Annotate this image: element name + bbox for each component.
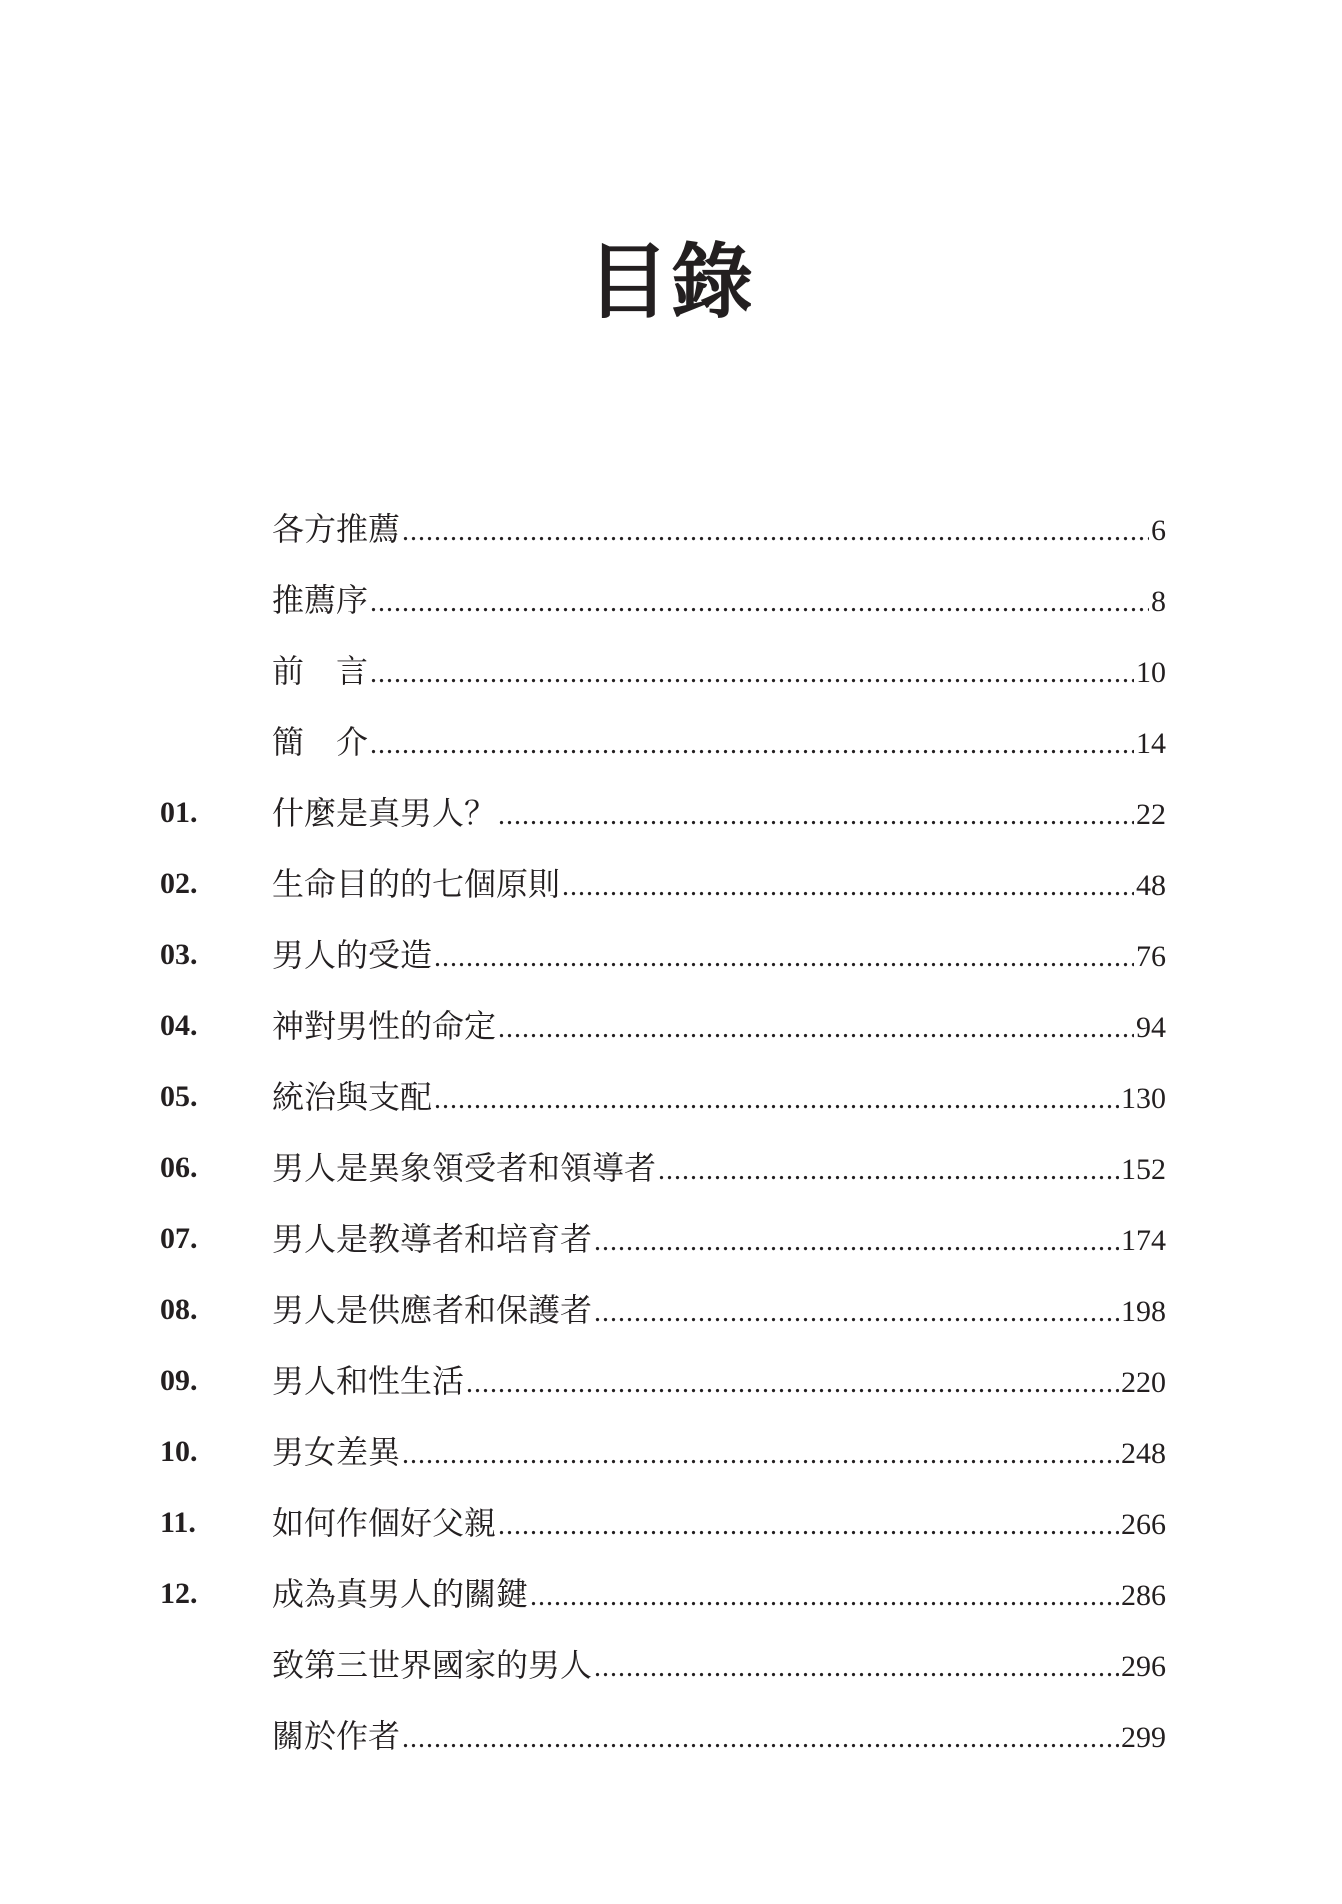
dot-leader	[498, 1007, 1134, 1051]
page-number: 299	[1121, 1721, 1166, 1754]
page-number: 76	[1136, 940, 1166, 973]
page-number: 296	[1121, 1650, 1166, 1683]
entry-title: 男人是供應者和保護者	[272, 1291, 593, 1329]
dot-leader	[402, 510, 1149, 554]
dot-leader	[434, 1078, 1119, 1122]
dot-leader	[370, 723, 1134, 767]
entry-title: 神對男性的命定	[272, 1007, 497, 1045]
chapter-number: 10.	[160, 1435, 198, 1468]
table-of-contents	[0, 495, 1342, 1773]
page-number: 248	[1121, 1437, 1166, 1470]
chapter-number: 09.	[160, 1364, 198, 1397]
dot-leader	[594, 1220, 1119, 1264]
toc-entry[interactable]	[0, 1418, 1342, 1489]
chapter-number: 02.	[160, 867, 198, 900]
toc-entry[interactable]	[0, 1489, 1342, 1560]
page-number: 266	[1121, 1508, 1166, 1541]
page-number: 286	[1121, 1579, 1166, 1612]
entry-title: 統治與支配	[272, 1078, 433, 1116]
toc-entry[interactable]	[0, 921, 1342, 992]
chapter-number: 11.	[160, 1506, 196, 1539]
page-number: 220	[1121, 1366, 1166, 1399]
entry-title: 男人和性生活	[272, 1362, 465, 1400]
page-number: 174	[1121, 1224, 1166, 1257]
page-number: 130	[1121, 1082, 1166, 1115]
chapter-number: 07.	[160, 1222, 198, 1255]
dot-leader	[402, 1433, 1119, 1477]
chapter-number: 03.	[160, 938, 198, 971]
page-number: 14	[1136, 727, 1166, 760]
toc-entry[interactable]	[0, 637, 1342, 708]
toc-entry[interactable]	[0, 1347, 1342, 1418]
chapter-number: 08.	[160, 1293, 198, 1326]
dot-leader	[370, 652, 1134, 696]
chapter-number: 06.	[160, 1151, 198, 1184]
dot-leader	[530, 1575, 1119, 1619]
entry-title: 生命目的的七個原則	[272, 865, 561, 903]
dot-leader	[466, 1362, 1119, 1406]
entry-title: 推薦序	[272, 581, 369, 619]
toc-entry[interactable]	[0, 495, 1342, 566]
entry-title: 男人的受造	[272, 936, 433, 974]
entry-title: 簡 介	[272, 723, 369, 761]
page-number: 10	[1136, 656, 1166, 689]
dot-leader	[434, 936, 1134, 980]
toc-entry[interactable]	[0, 1134, 1342, 1205]
toc-entry[interactable]	[0, 779, 1342, 850]
dot-leader	[498, 1504, 1119, 1548]
entry-title: 男人是異象領受者和領導者	[272, 1149, 657, 1187]
page-number: 6	[1151, 514, 1166, 547]
page-number: 94	[1136, 1011, 1166, 1044]
dot-leader	[562, 865, 1134, 909]
entry-title: 什麼是真男人？	[272, 794, 497, 832]
chapter-number: 04.	[160, 1009, 198, 1042]
toc-entry[interactable]	[0, 1702, 1342, 1773]
page-number: 48	[1136, 869, 1166, 902]
entry-title: 如何作個好父親	[272, 1504, 497, 1542]
dot-leader	[370, 581, 1149, 625]
entry-title: 男人是教導者和培育者	[272, 1220, 593, 1258]
page-number: 152	[1121, 1153, 1166, 1186]
entry-title: 各方推薦	[272, 510, 401, 548]
entry-title: 成為真男人的關鍵	[272, 1575, 529, 1613]
toc-entry[interactable]	[0, 1276, 1342, 1347]
toc-entry[interactable]	[0, 1063, 1342, 1134]
dot-leader	[594, 1291, 1119, 1335]
dot-leader	[594, 1646, 1119, 1690]
chapter-number: 01.	[160, 796, 198, 829]
chapter-number: 05.	[160, 1080, 198, 1113]
toc-entry[interactable]	[0, 1631, 1342, 1702]
dot-leader	[498, 794, 1134, 838]
page-number: 198	[1121, 1295, 1166, 1328]
dot-leader	[402, 1717, 1119, 1761]
chapter-number: 12.	[160, 1577, 198, 1610]
dot-leader	[658, 1149, 1119, 1193]
page-number: 8	[1151, 585, 1166, 618]
page-number: 22	[1136, 798, 1166, 831]
toc-entry[interactable]	[0, 850, 1342, 921]
page-title: 目錄	[586, 234, 755, 330]
entry-title: 關於作者	[272, 1717, 401, 1755]
entry-title: 男女差異	[272, 1433, 401, 1471]
toc-entry[interactable]	[0, 992, 1342, 1063]
toc-entry[interactable]	[0, 1205, 1342, 1276]
toc-entry[interactable]	[0, 708, 1342, 779]
toc-entry[interactable]	[0, 1560, 1342, 1631]
entry-title: 前 言	[272, 652, 369, 690]
entry-title: 致第三世界國家的男人	[272, 1646, 593, 1684]
toc-entry[interactable]	[0, 566, 1342, 637]
